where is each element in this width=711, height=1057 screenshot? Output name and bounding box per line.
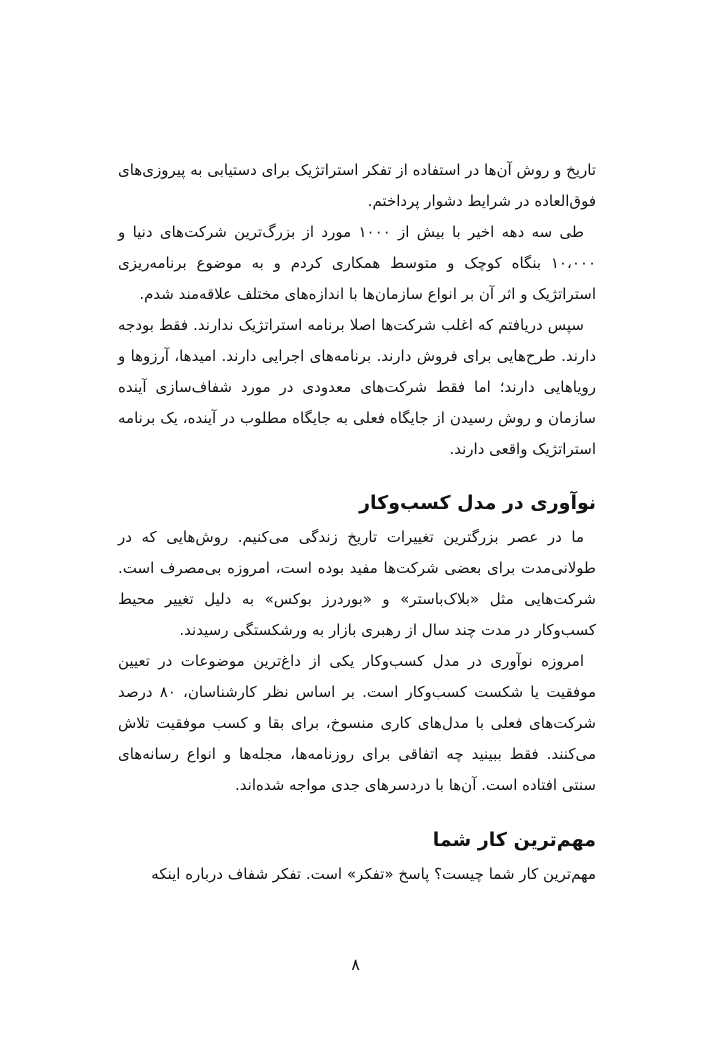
paragraph-three-decades: طی سه دهه اخیر با بیش از ۱۰۰۰ مورد از بزرگ‌ترین شرکت‌های دنیا و ۱۰،۰۰۰ بنگاه کوچک و متوسط همکاری کردم و به موضوع برنامه‌ریزی استراتژیک و اثر آن بر انواع سازمان‌ها با اندازه‌های مختلف علاقه‌مند شدم. [118,223,596,303]
section-heading-business-model-innovation: نوآوری در مدل کسب‌وکار [359,492,596,514]
page-number: ۸ [351,955,360,974]
paragraph-era-of-change: ما در عصر بزرگترین تغییرات تاریخ زندگی می‌کنیم. روش‌هایی که در طولانی‌مدت برای بعضی شرکت‌ها مفید بوده است، امروزه بی‌مصرف است. شرکت‌هایی مثل «بلاک‌باستر» و «بوردرز بوکس» به دلیل تغییر محیط کسب‌وکار در مدت چند سال از رهبری بازار به ورشکستگی رسیدند. [118,528,596,639]
paragraph-intro-continuation: تاریخ و روش آن‌ها در استفاده از تفکر استراتژیک برای دستیابی به پیروزی‌های فوق‌العاده در شرایط دشوار پرداختم. [118,161,596,210]
text-column [118,155,596,890]
paragraph-thinking: مهم‌ترین کار شما چیست؟ پاسخ «تفکر» است. تفکر شفاف درباره اینکه [151,865,596,883]
paragraph-innovation-today: امروزه نوآوری در مدل کسب‌وکار یکی از داغ‌ترین موضوعات در تعیین موفقیت یا شکست کسب‌وکار است. بر اساس نظر کارشناسان، ۸۰ درصد شرکت‌های فعلی با مدل‌های کاری منسوخ، برای بقا و کسب موفقیت تلاش می‌کنند. فقط ببینید چه اتفاقی برای روزنامه‌ها، مجله‌ها و انواع رسانه‌های سنتی افتاده است. آن‌ها با دردسرهای جدی مواجه شده‌اند. [118,652,596,794]
section-heading-most-important-job: مهم‌ترین کار شما [432,829,596,851]
paragraph-strategic-plans: سپس دریافتم که اغلب شرکت‌ها اصلا برنامه استراتژیک ندارند. فقط بودجه دارند. طرح‌هایی برای فروش دارند. برنامه‌های اجرایی دارند. امیدها، آرزوها و رویاهایی دارند؛ اما فقط شرکت‌های معدودی در مورد شفاف‌سازی آینده سازمان و روش رسیدن از جایگاه فعلی به جایگاه مطلوب در آینده، یک برنامه استراتژیک واقعی دارند. [118,316,596,458]
